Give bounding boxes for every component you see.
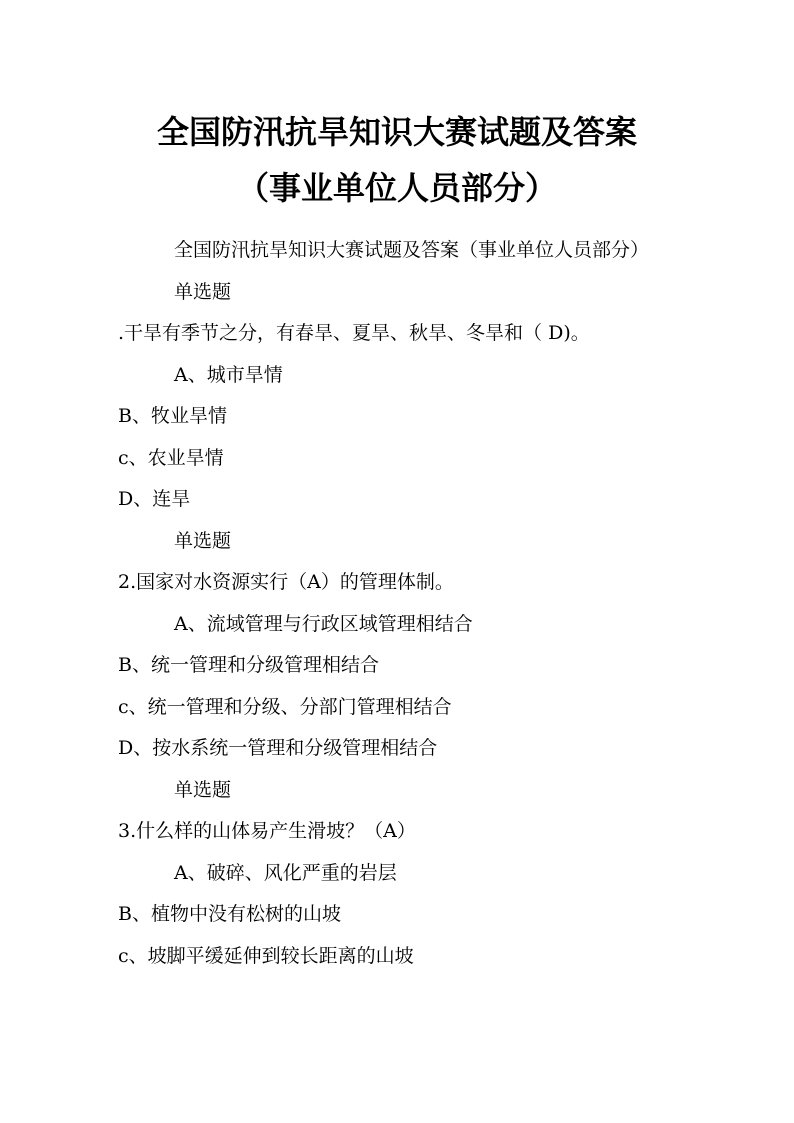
option-b: B、牧业旱情 bbox=[118, 405, 227, 427]
option-c: c、统一管理和分级、分部门管理相结合 bbox=[118, 695, 452, 718]
question-type: 单选题 bbox=[174, 280, 232, 303]
option-b: B、统一管理和分级管理相结合 bbox=[118, 654, 379, 676]
document-title bbox=[0, 104, 794, 216]
intro-paragraph: 全国防汛抗旱知识大赛试题及答案（事业单位人员部分） bbox=[174, 239, 650, 261]
question-stem: 2.国家对水资源实行（A）的管理体制。 bbox=[118, 571, 454, 593]
question-stem: 3.什么样的山体易产生滑坡？（A） bbox=[118, 820, 416, 842]
option-a: A、流域管理与行政区域管理相结合 bbox=[174, 612, 473, 635]
title-line-1: 全国防汛抗旱知识大赛试题及答案 bbox=[156, 113, 637, 151]
question-type: 单选题 bbox=[174, 529, 232, 552]
question-stem: .干旱有季节之分，有春旱、夏旱、秋旱、冬旱和（ D)。 bbox=[118, 322, 590, 344]
option-b: B、植物中没有松树的山坡 bbox=[118, 903, 341, 925]
option-a: A、破碎、风化严重的岩层 bbox=[174, 861, 397, 884]
option-a: A、城市旱情 bbox=[174, 363, 283, 386]
title-line-2: （事业单位人员部分） bbox=[236, 169, 557, 207]
document-body bbox=[118, 230, 688, 977]
option-d: D、连旱 bbox=[118, 488, 191, 510]
option-c: c、坡脚平缓延伸到较长距离的山坡 bbox=[118, 944, 414, 967]
option-d: D、按水系统一管理和分级管理相结合 bbox=[118, 737, 438, 759]
question-type: 单选题 bbox=[174, 778, 232, 801]
option-c: c、农业旱情 bbox=[118, 446, 224, 469]
